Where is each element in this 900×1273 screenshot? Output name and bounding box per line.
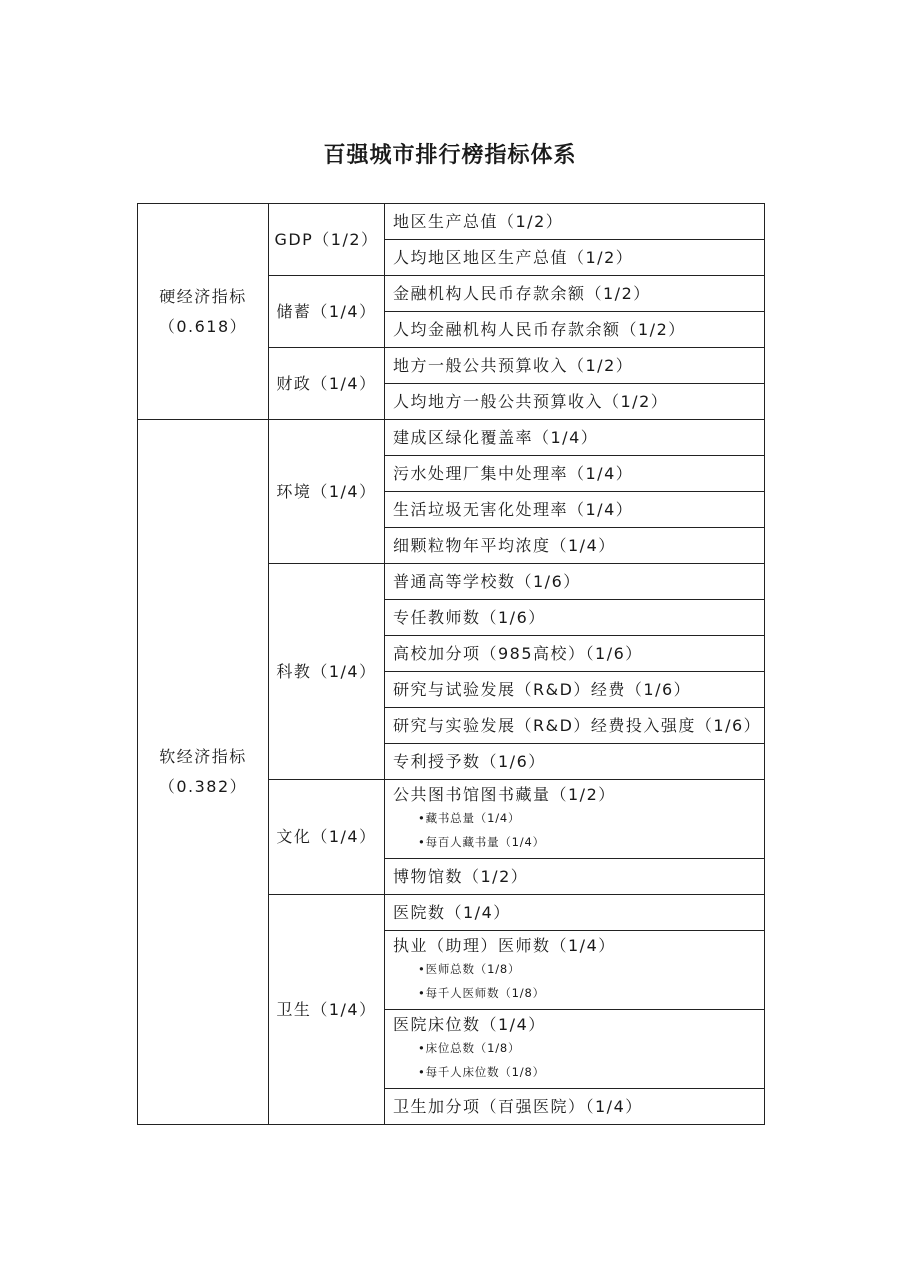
tertiary-indicator-label: 高校加分项（985高校）（1/6） — [393, 643, 643, 663]
tertiary-indicator-cell — [385, 384, 765, 420]
tertiary-indicator-label: 博物馆数（1/2） — [393, 866, 529, 886]
tertiary-indicator-label: 普通高等学校数（1/6） — [393, 571, 581, 591]
tertiary-indicator-label: 人均地区地区生产总值（1/2） — [393, 247, 634, 267]
tertiary-indicator-cell — [385, 931, 765, 1010]
tertiary-indicator-label: 卫生加分项（百强医院）（1/4） — [393, 1096, 643, 1116]
tertiary-indicator-cell — [385, 528, 765, 564]
tertiary-indicator-label: 地方一般公共预算收入（1/2） — [393, 355, 634, 375]
primary-indicator-weight: （0.382） — [158, 777, 248, 796]
tertiary-indicator-label: 执业（助理）医师数（1/4） — [393, 936, 616, 955]
tertiary-indicator-cell — [385, 895, 765, 931]
primary-indicator-name: 硬经济指标 — [159, 286, 247, 306]
secondary-indicator-cell: 环境（1/4） — [269, 420, 385, 564]
primary-indicator-cell — [138, 420, 269, 1125]
sub-indicator: •每千人床位数（1/8） — [418, 1065, 545, 1079]
tertiary-indicator-cell — [385, 276, 765, 312]
table-row — [138, 204, 765, 240]
indicator-table — [137, 203, 765, 1125]
page-title: 百强城市排行榜指标体系 — [323, 142, 577, 168]
tertiary-indicator-label: 专利授予数（1/6） — [393, 751, 546, 771]
tertiary-indicator-label: 地区生产总值（1/2） — [393, 211, 564, 231]
tertiary-indicator-cell — [385, 780, 765, 859]
tertiary-indicator-label: 医院数（1/4） — [393, 902, 511, 922]
tertiary-indicator-label: 研究与试验发展（R&D）经费（1/6） — [393, 679, 692, 699]
secondary-indicator-cell: 文化（1/4） — [269, 780, 385, 895]
primary-indicator-name: 软经济指标 — [159, 747, 247, 766]
tertiary-indicator-label: 建成区绿化覆盖率（1/4） — [393, 427, 599, 447]
tertiary-indicator-cell — [385, 312, 765, 348]
tertiary-indicator-cell — [385, 348, 765, 384]
tertiary-indicator-label: 金融机构人民币存款余额（1/2） — [393, 283, 651, 303]
tertiary-indicator-label: 公共图书馆图书藏量（1/2） — [393, 785, 616, 804]
tertiary-indicator-cell — [385, 708, 765, 744]
tertiary-indicator-cell — [385, 564, 765, 600]
tertiary-indicator-cell — [385, 1010, 765, 1089]
sub-indicator: •床位总数（1/8） — [418, 1041, 521, 1055]
secondary-indicator-cell: 科教（1/4） — [269, 564, 385, 780]
sub-indicator: •医师总数（1/8） — [418, 962, 521, 976]
sub-indicator: •每百人藏书量（1/4） — [418, 835, 545, 849]
tertiary-indicator-cell — [385, 859, 765, 895]
tertiary-indicator-cell — [385, 1089, 765, 1125]
tertiary-indicator-label: 生活垃圾无害化处理率（1/4） — [393, 499, 634, 519]
tertiary-indicator-label: 污水处理厂集中处理率（1/4） — [393, 463, 634, 483]
tertiary-indicator-cell — [385, 456, 765, 492]
tertiary-indicator-cell — [385, 420, 765, 456]
tertiary-indicator-cell — [385, 600, 765, 636]
tertiary-indicator-label: 人均金融机构人民币存款余额（1/2） — [393, 319, 686, 339]
secondary-indicator-cell: GDP（1/2） — [269, 204, 385, 276]
tertiary-indicator-cell — [385, 636, 765, 672]
tertiary-indicator-label: 人均地方一般公共预算收入（1/2） — [393, 391, 669, 411]
tertiary-indicator-cell — [385, 204, 765, 240]
sub-indicator: •每千人医师数（1/8） — [418, 986, 545, 1000]
tertiary-indicator-cell — [385, 672, 765, 708]
secondary-indicator-cell: 财政（1/4） — [269, 348, 385, 420]
tertiary-indicator-cell — [385, 492, 765, 528]
tertiary-indicator-label: 专任教师数（1/6） — [393, 607, 546, 627]
primary-indicator-weight: （0.618） — [158, 316, 248, 336]
tertiary-indicator-cell — [385, 744, 765, 780]
tertiary-indicator-label: 细颗粒物年平均浓度（1/4） — [393, 535, 616, 555]
table-row — [138, 420, 765, 456]
tertiary-indicator-label: 医院床位数（1/4） — [393, 1015, 546, 1034]
tertiary-indicator-label: 研究与实验发展（R&D）经费投入强度（1/6） — [393, 715, 762, 735]
tertiary-indicator-cell — [385, 240, 765, 276]
sub-indicator: •藏书总量（1/4） — [418, 811, 521, 825]
secondary-indicator-cell: 卫生（1/4） — [269, 895, 385, 1125]
secondary-indicator-cell: 储蓄（1/4） — [269, 276, 385, 348]
primary-indicator-cell — [138, 204, 269, 420]
